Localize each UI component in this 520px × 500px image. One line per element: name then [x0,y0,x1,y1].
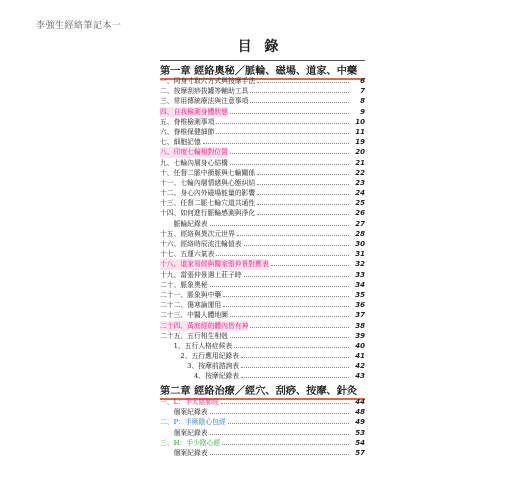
toc-entry-page: 42 [355,362,365,371]
leader-dots [244,245,349,246]
leader-dots [234,347,349,348]
leader-dots [230,164,349,165]
toc-entry-label: 十一、七輪內層情緒與心態糾結 [160,178,256,187]
toc-entry-page: 31 [355,250,365,259]
leader-dots [216,133,349,134]
toc-entry[interactable] [160,117,365,127]
toc-title: 目 錄 [237,39,283,55]
toc-entry-label: 個案紀錄表 [160,428,208,437]
toc-entry-label: 一、同身寸取穴方式與按摩手法 [160,77,256,85]
toc-entry-page: 27 [355,219,365,228]
toc-entry[interactable] [160,158,365,168]
toc-entry[interactable] [160,198,365,208]
leader-dots [210,286,349,287]
toc-entry-label: 4、按摩紀錄表 [160,372,240,381]
leader-dots [250,92,349,93]
toc-entry-page: 43 [355,372,365,381]
leader-dots [237,235,349,236]
leader-dots [223,296,349,297]
toc-entry[interactable] [160,331,365,341]
toc-entry-label: 十五、經絡與異次元世界 [160,229,235,238]
chapter-2-title: 第二章 經絡治療／經穴、刮痧、按摩、針灸 [160,382,365,400]
leader-dots [228,423,349,424]
toc-entry-page: 24 [355,189,365,198]
leader-dots [241,377,349,378]
toc-entry-page: 33 [355,270,365,279]
toc-entry-page: 41 [355,352,365,361]
leader-dots [216,123,349,124]
toc-entry-page: 28 [355,229,365,238]
leader-dots [210,434,349,435]
toc-entry-label: 十、任督二脈中衝脈與七輪關係 [160,168,256,177]
toc-entry[interactable] [160,290,365,300]
toc-entry-label: 3、按摩前諮詢表 [160,362,240,371]
toc-entry[interactable] [160,168,365,178]
leader-dots [257,174,349,175]
toc-entry[interactable] [160,127,365,137]
toc-entry-page: 40 [355,341,365,350]
toc-entry-label: 二十二、傷寒論運用 [160,301,222,310]
toc-entry-page: 10 [355,117,365,126]
leader-dots [216,255,349,256]
toc-entry[interactable] [160,321,365,331]
toc-entry-page: 9 [360,107,365,116]
toc-entry-label: 二十、脈象奧秘 [160,280,208,289]
toc-entry-label: 二十四、黃庭經的體內皆有神 [160,321,249,330]
toc-entry-label: 十二、身心內外磁場能量的影響 [160,189,256,198]
toc-entry[interactable] [160,219,365,229]
toc-entry[interactable] [160,428,365,438]
toc-entry-page: 36 [355,301,365,310]
leader-dots [210,225,349,226]
toc-entry-label: 2、五行應用紀錄表 [160,352,240,361]
leader-dots [271,265,349,266]
toc-entry-page: 11 [355,127,365,136]
leader-dots [230,153,349,154]
toc-entry-page: 38 [355,321,365,330]
toc-entry-label: 二十一、脈象與中藥 [160,290,222,299]
toc-entry-label: 七、細胞記憶 [160,138,201,147]
toc-entry[interactable] [160,361,365,371]
toc-entry[interactable] [160,371,365,381]
toc-entry-page: 22 [355,168,365,177]
leader-dots [244,276,349,277]
toc-entry-page: 6 [360,77,365,85]
toc-entry-page: 20 [355,148,365,157]
toc-entry-page: 48 [355,408,365,417]
toc-entry-page: 30 [355,240,365,248]
leader-dots [250,102,349,103]
toc-entry-label: 個案紀錄表 [160,408,208,417]
toc-entry-label: 十三、任督二脈七輪穴道共通性 [160,199,256,208]
toc-entry-page: 8 [360,97,365,106]
toc-entry-label: 脈輪紀錄表 [160,219,208,228]
toc-entry-page: 49 [355,418,365,427]
toc-entry[interactable] [160,208,365,218]
toc-entry[interactable] [160,417,365,427]
toc-entry-page: 21 [355,158,365,167]
toc-entry[interactable] [160,107,365,117]
toc-entry[interactable] [160,448,365,458]
leader-dots [210,413,349,414]
toc-entry[interactable] [160,188,365,198]
leader-dots [210,454,349,455]
chapter-1-title: 第一章 經絡奧秘／脈輪、磁場、道家、中藥 [160,62,365,80]
toc-entry-label: 二、按摩刮痧拔罐等輔助工具 [160,87,249,96]
toc-entry[interactable] [160,86,365,96]
leader-dots [250,327,349,328]
toc-entry-label: 十八、道家易經與醫家張仲景對應表 [160,260,269,269]
toc-entry[interactable] [160,300,365,310]
toc-entry-label: 十四、如何進行脈輪感測與淨化 [160,209,256,218]
toc-entry-page: 54 [355,438,365,447]
toc-entry-page: 37 [355,311,365,320]
toc-entry[interactable] [160,280,365,290]
leader-dots [223,306,349,307]
toc-entry[interactable] [160,147,365,157]
toc-entry-label: 三、H：手少陰心經 [160,438,221,447]
leader-dots [222,444,349,445]
leader-dots [221,403,349,404]
toc-entry-label: 三、常用傳統療法與注意事項 [160,97,249,106]
leader-dots [230,113,349,114]
toc-entry[interactable] [160,249,365,259]
leader-dots [241,367,349,368]
toc-entry-label: 1、五行人格症候表 [160,341,233,350]
toc-entry-page: 25 [355,199,365,208]
leader-dots [230,316,349,317]
toc-entry-page: 32 [355,260,365,269]
toc-entry[interactable] [160,178,365,188]
toc-entry[interactable] [160,397,365,407]
toc-entry-label: 個案紀錄表 [160,448,208,457]
toc-entry-page: 7 [360,87,365,96]
toc-entry-page: 23 [355,178,365,187]
toc-entry[interactable] [160,270,365,280]
toc-entry[interactable] [160,239,365,249]
toc-entry[interactable] [160,310,365,320]
toc-entry-page: 35 [355,290,365,299]
toc-entry[interactable] [160,76,365,86]
running-header: 李強生經絡筆記本一 [36,21,122,31]
toc-entry[interactable] [160,259,365,269]
toc-entry-label: 八、印度七輪相對位置 [160,148,228,157]
toc-entry-label: 十七、五運六氣表 [160,250,215,259]
toc-entry[interactable] [160,351,365,361]
toc-entry-label: 六、脊椎保健細節 [160,127,215,136]
leader-dots [203,143,349,144]
toc-entry[interactable] [160,96,365,106]
toc-entry-page: 57 [355,448,365,457]
toc-entry-label: 二十三、中醫人體地圖 [160,311,228,320]
toc-entry-label: 二、P：手厥陰心包經 [160,418,226,427]
toc-entry[interactable] [160,407,365,417]
chapter-1-entries [160,76,365,382]
leader-dots [241,357,349,358]
toc-entry[interactable] [160,341,365,351]
toc-entry-label: 十九、當張仲景遇上莊子時 [160,270,242,279]
toc-entry-page: 34 [355,280,365,289]
chapter-2-entries [160,397,365,458]
title-rule [160,60,365,61]
toc-entry[interactable] [160,229,365,239]
leader-dots [257,184,349,185]
leader-dots [257,214,349,215]
leader-dots [257,82,349,83]
toc-entry-label: 九、七輪內層身心結構 [160,158,228,167]
toc-entry-page: 26 [355,209,365,218]
toc-entry-label: 十六、經絡時辰流注輪值表 [160,240,242,248]
toc-entry-label: 一、L：手太陰肺經 [160,398,219,406]
toc-entry[interactable] [160,438,365,448]
toc-entry-label: 五、脊椎檢測事項 [160,117,215,126]
toc-entry-page: 39 [355,331,365,340]
toc-entry-label: 二十五、五行相生相剋 [160,331,228,340]
toc-entry-page: 19 [355,138,365,147]
toc-entry-page: 53 [355,428,365,437]
toc-entry[interactable] [160,137,365,147]
toc-entry-page: 44 [355,398,365,406]
leader-dots [257,194,349,195]
leader-dots [230,337,349,338]
toc-entry-label: 四、自我檢測身體狀態 [160,107,228,116]
leader-dots [257,204,349,205]
